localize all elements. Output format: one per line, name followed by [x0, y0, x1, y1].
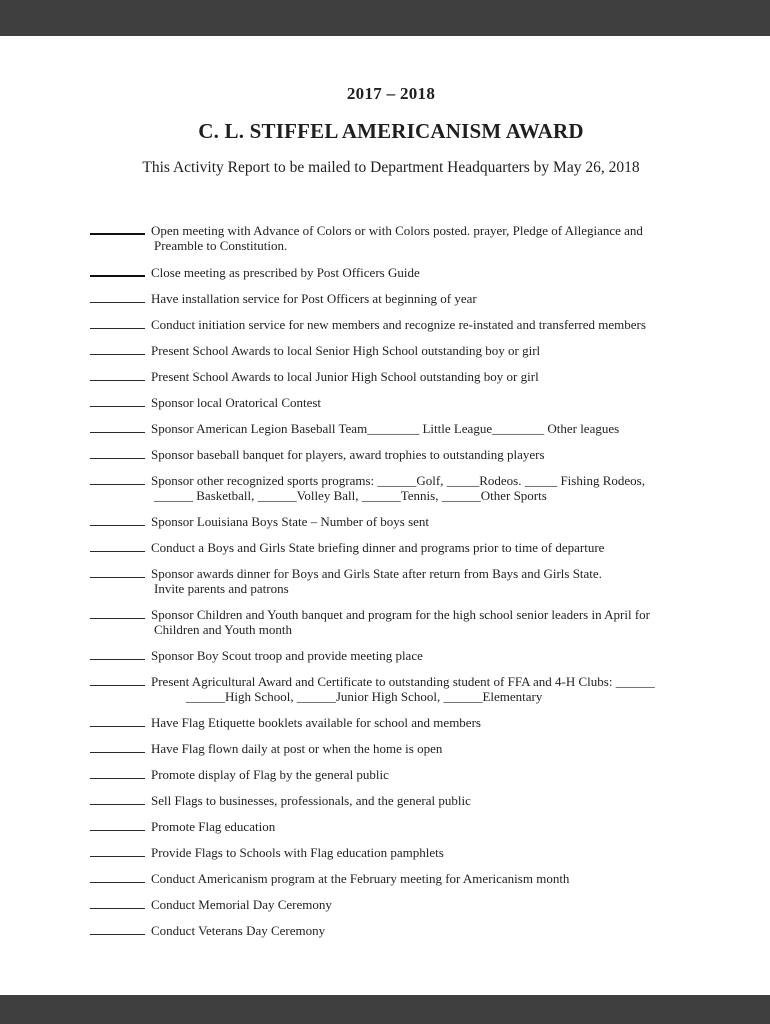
item-text-continued: ______High School, ______Junior High School, ______Elementary [186, 689, 543, 704]
item-text-continued: Invite parents and patrons [154, 581, 289, 596]
list-item [90, 316, 692, 332]
item-text: Present School Awards to local Senior High School outstanding boy or girl [151, 343, 541, 358]
blank-field [90, 221, 145, 235]
list-item [90, 342, 692, 358]
item-text: Conduct a Boys and Girls State briefing dinner and programs prior to time of departure [151, 540, 605, 555]
activity-item-list [90, 221, 692, 938]
list-item [90, 647, 692, 663]
blank-field [90, 263, 145, 277]
blank-field [90, 420, 145, 433]
blank-field [90, 316, 145, 329]
item-text: Provide Flags to Schools with Flag education pamphlets [151, 845, 444, 860]
item-text: Conduct Americanism program at the February meeting for Americanism month [151, 871, 570, 886]
item-text: Sponsor American Legion Baseball Team________ Little League________ Other leagues [151, 421, 620, 436]
blank-field [90, 472, 145, 485]
list-item [90, 513, 692, 529]
item-text: Sponsor other recognized sports programs: ______Golf, _____Rodeos. _____ Fishing Rodeos, [151, 473, 645, 488]
item-text-continued: ______ Basketball, ______Volley Ball, ______Tennis, ______Other Sports [154, 488, 547, 503]
list-item [90, 740, 692, 756]
blank-field [90, 673, 145, 686]
list-item [90, 606, 692, 637]
blank-field [90, 740, 145, 753]
blank-field [90, 290, 145, 303]
list-item [90, 870, 692, 886]
blank-field [90, 368, 145, 381]
item-text: Sponsor baseball banquet for players, award trophies to outstanding players [151, 447, 545, 462]
list-item [90, 792, 692, 808]
item-text: Sell Flags to businesses, professionals, and the general public [151, 793, 471, 808]
list-item [90, 420, 692, 436]
blank-field [90, 394, 145, 407]
item-text: Have installation service for Post Officers at beginning of year [151, 291, 477, 306]
blank-field [90, 342, 145, 355]
list-item [90, 844, 692, 860]
blank-field [90, 870, 145, 883]
blank-field [90, 647, 145, 660]
blank-field [90, 766, 145, 779]
page-title: C. L. STIFFEL AMERICANISM AWARD [198, 119, 584, 143]
list-item [90, 221, 692, 253]
mailing-instruction: This Activity Report to be mailed to Department Headquarters by May 26, 2018 [142, 159, 640, 176]
item-text: Present School Awards to local Junior High School outstanding boy or girl [151, 369, 539, 384]
item-text: Conduct Veterans Day Ceremony [151, 923, 326, 938]
item-text: Sponsor local Oratorical Contest [151, 395, 322, 410]
list-item [90, 368, 692, 384]
item-text: Sponsor awards dinner for Boys and Girls State after return from Bays and Girls State. [151, 566, 602, 581]
list-item [90, 714, 692, 730]
blank-field [90, 896, 145, 909]
item-text: Have Flag flown daily at post or when the home is open [151, 741, 443, 756]
item-text-continued: Preamble to Constitution. [154, 238, 288, 253]
item-text: Promote display of Flag by the general public [151, 767, 389, 782]
list-item [90, 263, 692, 280]
blank-field [90, 513, 145, 526]
item-text: Close meeting as prescribed by Post Officers Guide [151, 265, 420, 280]
document-page [0, 36, 770, 995]
blank-field [90, 565, 145, 578]
title-year: 2017 – 2018 [346, 84, 436, 103]
item-text: Sponsor Louisiana Boys State – Number of boys sent [151, 514, 430, 529]
list-item [90, 539, 692, 555]
list-item [90, 673, 692, 704]
blank-field [90, 792, 145, 805]
blank-field [90, 844, 145, 857]
blank-field [90, 446, 145, 459]
list-item [90, 446, 692, 462]
item-text-continued: Children and Youth month [154, 622, 292, 637]
item-text: Sponsor Boy Scout troop and provide meeting place [151, 648, 423, 663]
list-item [90, 922, 692, 938]
list-item [90, 394, 692, 410]
item-text: Have Flag Etiquette booklets available for school and members [151, 715, 481, 730]
list-item [90, 472, 692, 503]
item-text: Conduct Memorial Day Ceremony [151, 897, 332, 912]
list-item [90, 290, 692, 306]
item-text: Conduct initiation service for new members and recognize re-instated and transferred members [151, 317, 646, 332]
viewer-bottom-bar [0, 995, 770, 1024]
item-text: Present Agricultural Award and Certificate to outstanding student of FFA and 4-H Clubs: ______ [151, 674, 655, 689]
item-text: Sponsor Children and Youth banquet and program for the high school senior leaders in April for [151, 607, 650, 622]
blank-field [90, 922, 145, 935]
list-item [90, 565, 692, 596]
blank-field [90, 818, 145, 831]
item-text: Promote Flag education [151, 819, 276, 834]
blank-field [90, 539, 145, 552]
list-item [90, 766, 692, 782]
item-text: Open meeting with Advance of Colors or with Colors posted. prayer, Pledge of Allegiance and [151, 223, 643, 238]
list-item [90, 896, 692, 912]
blank-field [90, 714, 145, 727]
list-item [90, 818, 692, 834]
blank-field [90, 606, 145, 619]
viewer-top-bar [0, 0, 770, 36]
